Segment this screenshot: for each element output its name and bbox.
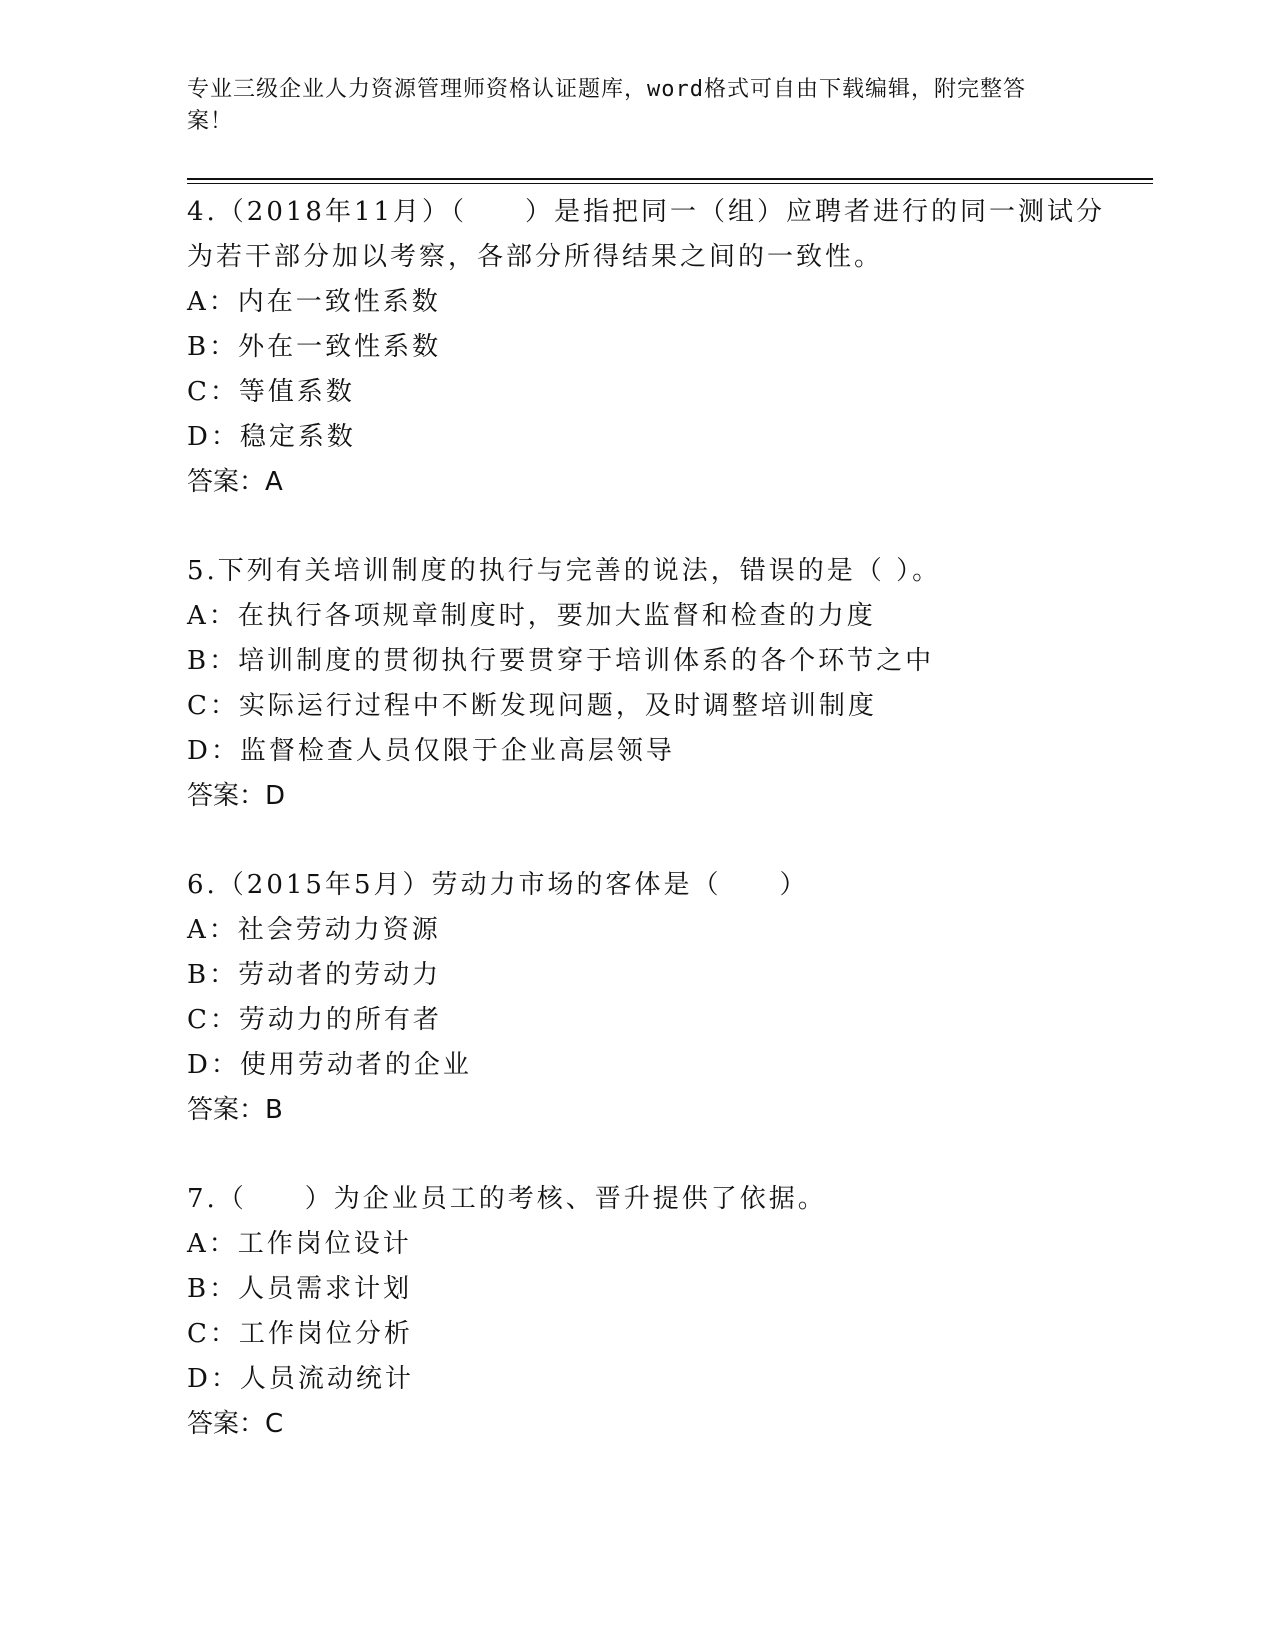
option-c: C：实际运行过程中不断发现问题，及时调整培训制度 bbox=[187, 691, 877, 721]
option-c: C：劳动力的所有者 bbox=[187, 1005, 442, 1035]
option-d: D：人员流动统计 bbox=[187, 1364, 414, 1394]
question-5 bbox=[187, 549, 1127, 819]
option-b: B：劳动者的劳动力 bbox=[187, 960, 442, 990]
answer-line: 答案：D bbox=[187, 781, 286, 811]
question-stem: 4.（2018年11月）（ ）是指把同一（组）应聘者进行的同一测试分为若干部分加以考察，各部分所得结果之间的一致性。 bbox=[187, 197, 1106, 272]
question-list bbox=[187, 190, 1127, 1491]
answer-line: 答案：C bbox=[187, 1409, 284, 1439]
answer-line: 答案：A bbox=[187, 467, 283, 497]
option-b: B：培训制度的贯彻执行要贯穿于培训体系的各个环节之中 bbox=[187, 646, 935, 676]
question-6 bbox=[187, 863, 1127, 1133]
option-a: A：内在一致性系数 bbox=[187, 287, 441, 317]
header-divider-thick bbox=[187, 178, 1153, 180]
option-a: A：在执行各项规章制度时，要加大监督和检查的力度 bbox=[187, 601, 876, 631]
question-4 bbox=[187, 190, 1127, 505]
option-b: B：人员需求计划 bbox=[187, 1274, 413, 1304]
option-a: A：社会劳动力资源 bbox=[187, 915, 441, 945]
question-7 bbox=[187, 1177, 1127, 1447]
question-stem: 6.（2015年5月）劳动力市场的客体是（ ） bbox=[187, 870, 809, 900]
document-header: 专业三级企业人力资源管理师资格认证题库，word格式可自由下载编辑，附完整答案！ bbox=[187, 77, 1026, 134]
option-d: D：监督检查人员仅限于企业高层领导 bbox=[187, 736, 675, 766]
option-c: C：工作岗位分析 bbox=[187, 1319, 413, 1349]
question-stem: 7.（ ）为企业员工的考核、晋升提供了依据。 bbox=[187, 1184, 827, 1214]
answer-line: 答案：B bbox=[187, 1095, 283, 1125]
option-a: A：工作岗位设计 bbox=[187, 1229, 412, 1259]
header-divider-thin bbox=[187, 183, 1153, 184]
option-c: C：等值系数 bbox=[187, 377, 355, 407]
option-d: D：使用劳动者的企业 bbox=[187, 1050, 472, 1080]
question-stem: 5.下列有关培训制度的执行与完善的说法，错误的是（ ）。 bbox=[187, 556, 942, 586]
option-d: D：稳定系数 bbox=[187, 422, 356, 452]
option-b: B：外在一致性系数 bbox=[187, 332, 442, 362]
